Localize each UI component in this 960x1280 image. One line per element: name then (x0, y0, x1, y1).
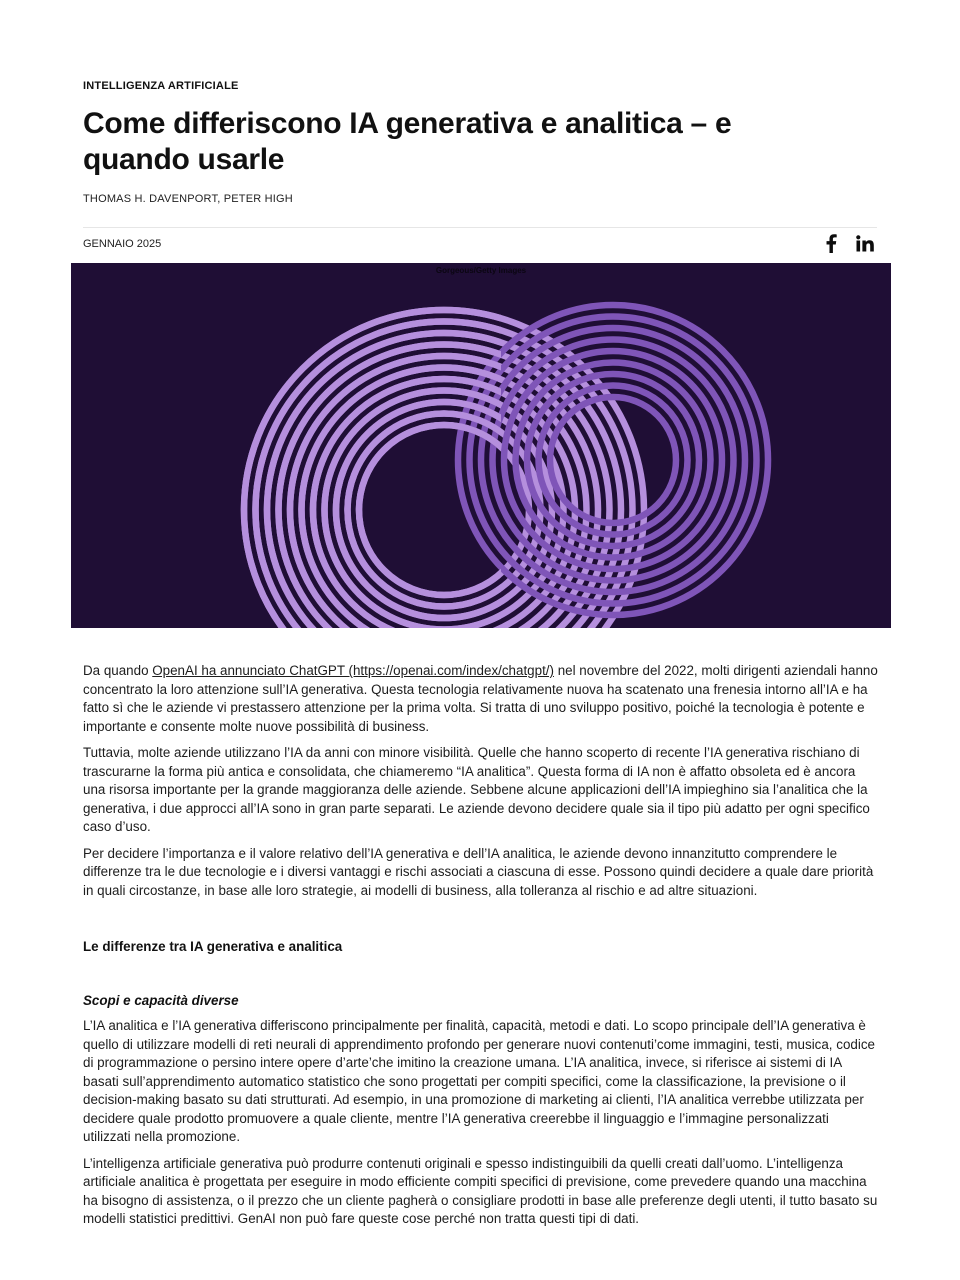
section-heading: Le differenze tra IA generativa e analitica (83, 939, 343, 954)
header-divider (83, 227, 877, 228)
paragraph: Per decidere l’importanza e il valore relativo dell’IA generativa e dell’IA analitica, le aziende devono innanzitutto comprendere le differenze tra le due tecnologie e i diversi vantaggi e rischi associati a ciascuna di esse. Possono quindi decidere a quale dare priorità in quali circostanze, in base alle loro strategie, ai modelli di business, alla tolleranza al rischio e ad altre situazioni. (83, 845, 874, 898)
paragraph: Tuttavia, molte aziende utilizzano l’IA da anni con minore visibilità. Quelle che hanno scoperto di recente l’IA generativa rischiano di trascurarne la forma più antica e consolidata, che chiameremo “IA analitica”. Questa forma di IA non è affatto obsoleta ed è ancora una risorsa importante per la grande maggioranza delle aziende. Sebbene alcune applicazioni dell’IA impieghino sia l’analitica che la generativa, i due approcci all’IA sono in gran parte separati. Le aziende devono decidere quale sia il tipo più adatto per ogni specifico caso d’uso. (83, 745, 870, 834)
category-label[interactable]: INTELLIGENZA ARTIFICIALE (83, 80, 239, 92)
paragraph: Da quando OpenAI ha annunciato ChatGPT (https://openai.com/index/chatgpt/) nel novembre del 2022, molti dirigenti aziendali hanno concentrato la loro attenzione sull’IA generativa. Questa tecnologia relativamente nuova ha scatenato una frenesia intorno all’IA e ha fatto sì che le aziende vi prestassero attenzione per la prima volta. Si tratta di uno sviluppo positivo, poiché la tecnologia è potente e importante e consente molte nuove possibilità di business. (83, 663, 878, 734)
concentric-rings-illustration (71, 263, 891, 628)
article-title: Come differiscono IA generativa e analitica – e quando usarle (83, 107, 732, 176)
subsection-heading: Scopi e capacità diverse (83, 992, 239, 1008)
article-authors[interactable]: THOMAS H. DAVENPORT, PETER HIGH (83, 193, 293, 205)
linkedin-share-button[interactable] (855, 233, 875, 253)
openai-chatgpt-link[interactable]: OpenAI ha annunciato ChatGPT (https://openai.com/index/chatgpt/) (152, 663, 554, 678)
article-body (83, 662, 879, 1237)
hero-image (71, 263, 891, 628)
facebook-share-button[interactable] (821, 233, 841, 253)
article-date: GENNAIO 2025 (83, 238, 162, 250)
paragraph: L’IA analitica e l’IA generativa differiscono principalmente per finalità, capacità, metodi e dati. Lo scopo principale dell’IA generativa è quello di utilizzare modelli di reti neurali di apprendimento profondo per generare nuovi contenuti’come immagini, testi, musica, codice di programmazione o persino intere opere d’arte’che imitino la creazione umana. L’IA analitica, invece, si riferisce ai sistemi di IA basati sull’apprendimento automatico statistico che sono progettati per compiti specifici, come la classificazione, la previsione o il decision-making basato su dati strutturati. Ad esempio, in una promozione di marketing ai clienti, l’IA analitica verrebbe utilizzata per decidere quale prodotto promuovere a quale cliente, mentre l’IA generativa creerebbe il linguaggio e l’immagine personalizzati utilizzati nella promozione. (83, 1018, 875, 1144)
share-buttons (821, 233, 875, 253)
paragraph: L’intelligenza artificiale generativa può produrre contenuti originali e spesso indistinguibili da quelli creati dall’uomo. L’intelligenza artificiale analitica è progettata per eseguire in modo efficiente compiti specifici di previsione, come prevedere quando una macchina ha bisogno di assistenza, o il prezzo che un cliente pagherà o consigliare prodotti in base alle preferenze degli utenti, il tutto basato su modelli statistici predittivi. GenAI non può fare queste cose perché non tratta questi tipi di dati. (83, 1155, 878, 1226)
linkedin-icon (856, 235, 874, 252)
image-credit: Gorgeous/Getty Images (435, 266, 527, 275)
facebook-icon (825, 234, 837, 253)
